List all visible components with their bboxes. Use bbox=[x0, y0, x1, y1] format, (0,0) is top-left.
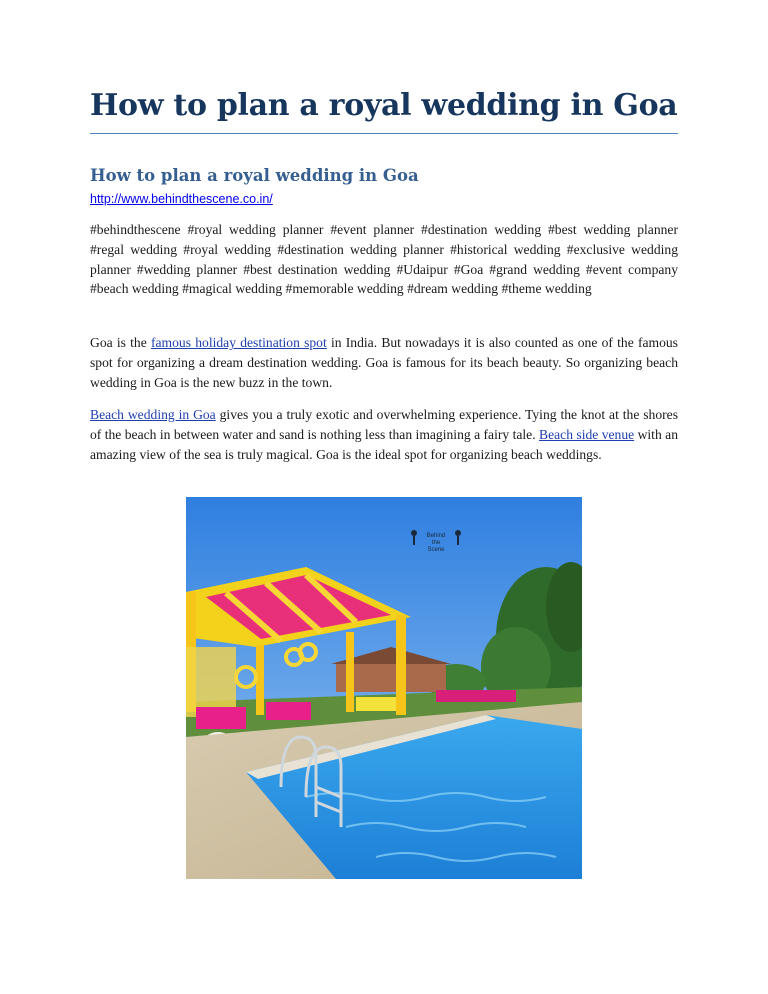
beach-text-middle: gives you a truly exotic and overwhelming experience. Tying the knot at the shores of the beach in between water and sand is nothing less than imagining a fairy tale. bbox=[90, 407, 678, 442]
page-title: How to plan a royal wedding in Goa bbox=[90, 88, 678, 123]
hashtags-paragraph: #behindthescene #royal wedding planner #event planner #destination wedding #best wedding planner #regal wedding #royal wedding #destination wedding planner #historical wedding #exclusive wedding planner #wedding planner #best destination wedding #Udaipur #Goa #grand wedding #event company #beach wedding #magical wedding #memorable wedding #dream wedding #theme wedding bbox=[90, 222, 678, 297]
website-link[interactable]: http://www.behindthescene.co.in/ bbox=[90, 192, 273, 206]
intro-text-before: Goa is the bbox=[90, 335, 151, 350]
svg-text:Scene: Scene bbox=[427, 547, 445, 553]
beach-text-after: with an amazing view of the sea is truly magical. Goa is the ideal spot for organizing beach weddings. bbox=[90, 426, 678, 462]
section-heading: How to plan a royal wedding in Goa bbox=[90, 166, 419, 185]
beach-wedding-in-goa-link[interactable]: Beach wedding in Goa bbox=[90, 407, 216, 422]
venue-photo bbox=[186, 497, 582, 879]
svg-text:the: the bbox=[431, 540, 441, 546]
beach-side-venue-link[interactable]: Beach side venue bbox=[539, 426, 635, 442]
title-underline bbox=[90, 133, 678, 134]
intro-paragraph bbox=[90, 333, 678, 392]
intro-text-after: in India. But nowadays it is also counted as one of the famous spot for organizing a dream destination wedding. Goa is famous for its beach beauty. So organizing beach wedding in Goa is the new buzz in the town. bbox=[90, 335, 678, 390]
beach-wedding-paragraph bbox=[90, 405, 678, 464]
famous-holiday-destination-link[interactable]: famous holiday destination spot bbox=[150, 335, 327, 350]
svg-text:Behind: Behind bbox=[426, 533, 446, 539]
